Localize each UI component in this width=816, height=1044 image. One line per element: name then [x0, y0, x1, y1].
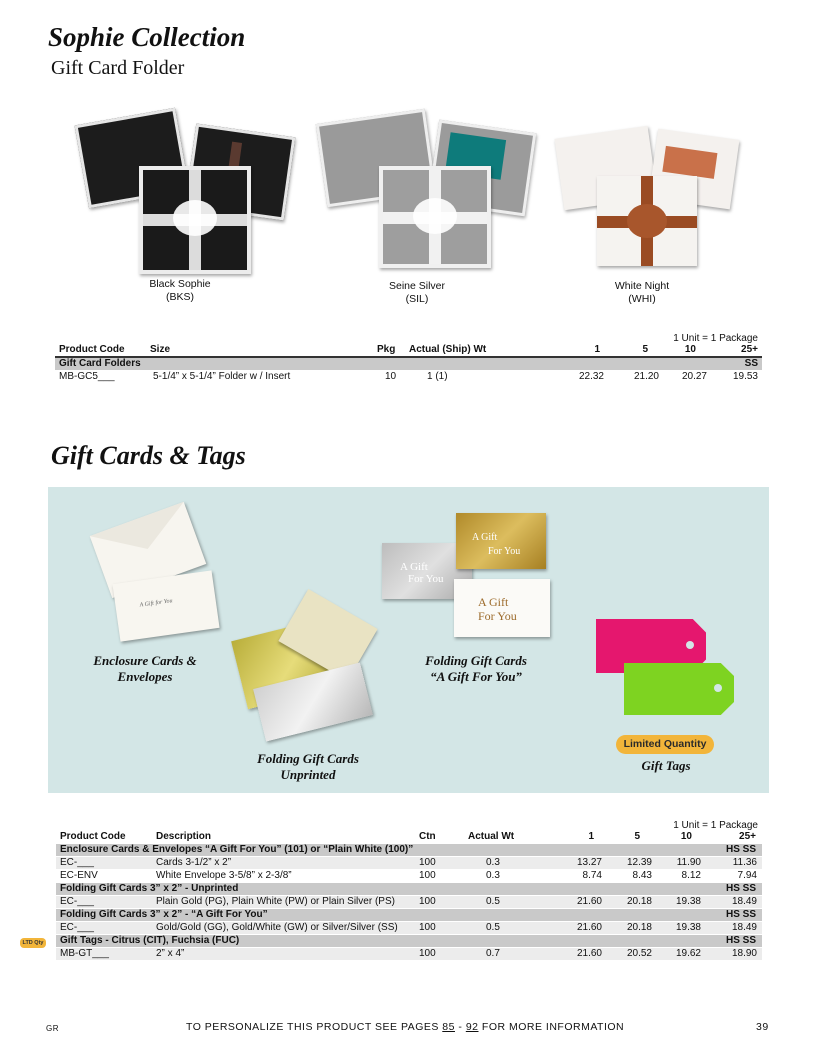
- cell-p5: 8.43: [632, 870, 652, 881]
- gift-card-silver: A Gift For You: [382, 543, 472, 599]
- cell-ctn: 100: [419, 948, 436, 959]
- ltd-qty-marker: LTD Qty: [20, 938, 46, 948]
- table-category-row: Enclosure Cards & Envelopes “A Gift For You” (101) or “Plain White (100)” HS SS: [56, 844, 762, 856]
- black-sophie-caption: Black Sophie (BKS): [149, 278, 211, 303]
- cell-p25: 18.49: [731, 896, 757, 907]
- table-row: [56, 922, 762, 934]
- cell-p10: 19.62: [675, 948, 701, 959]
- table-row: [56, 857, 762, 869]
- table-row: MB-GC5___ 5-1/4” x 5-1/4” Folder w / Insert 10 1 (1) 22.32 21.20 20.27 19.53: [59, 371, 758, 382]
- gift-cards-table: [56, 820, 762, 966]
- gift-tag-citrus: [624, 663, 734, 715]
- header-qty-10: 10: [684, 344, 696, 355]
- gift-card-white: A Gift For You: [454, 579, 550, 637]
- enclosure-card-image: A Gift for You: [112, 570, 219, 641]
- header-qty-5: 5: [634, 831, 640, 842]
- header-ctn: Ctn: [419, 831, 436, 842]
- header-qty-10: 10: [680, 831, 692, 842]
- header-qty-25: 25+: [739, 831, 756, 842]
- table-category-row: Gift Card Folders SS: [55, 358, 762, 370]
- cell-code: MB-GT___: [60, 948, 109, 959]
- header-qty-25: 25+: [741, 344, 758, 355]
- seine-silver-caption: Seine Silver (SIL): [388, 280, 446, 305]
- cell-ctn: 100: [419, 857, 436, 868]
- page-title: Sophie Collection: [48, 22, 246, 52]
- caption-folding-gift: Folding Gift Cards “A Gift For You”: [425, 653, 527, 684]
- header-qty-1: 1: [594, 344, 600, 355]
- cell-p25: 18.90: [731, 948, 757, 959]
- cell-code: EC-___: [60, 922, 94, 933]
- page-subtitle: Gift Card Folder: [51, 57, 185, 79]
- cell-p25: 11.36: [732, 857, 757, 868]
- header-qty-1: 1: [588, 831, 594, 842]
- cell-p5: 12.39: [626, 857, 652, 868]
- black-sophie-photo: [75, 108, 295, 276]
- cell-p1: 8.74: [582, 870, 602, 881]
- cell-ctn: 100: [419, 922, 436, 933]
- unit-note: 1 Unit = 1 Package: [673, 333, 758, 344]
- caption-enclosure: Enclosure Cards & Envelopes: [93, 653, 197, 684]
- cell-code: EC-___: [60, 896, 94, 907]
- footer-personalize-note: TO PERSONALIZE THIS PRODUCT SEE PAGES 85 - 92 FOR MORE INFORMATION: [186, 1021, 625, 1033]
- cell-wt: 0.5: [486, 922, 500, 933]
- cell-p1: 21.60: [576, 922, 602, 933]
- cell-ctn: 100: [419, 870, 436, 881]
- cell-p25: 18.49: [731, 922, 757, 933]
- table-header: [55, 344, 762, 358]
- table-category-row: Folding Gift Cards 3” x 2” - “A Gift For You” HS SS: [56, 909, 762, 921]
- white-night-photo: [555, 124, 745, 274]
- cell-ctn: 100: [419, 896, 436, 907]
- cell-wt: 0.7: [486, 948, 500, 959]
- cell-wt: 0.3: [486, 857, 500, 868]
- table-row: [56, 896, 762, 908]
- cell-wt: 0.3: [486, 870, 500, 881]
- header-product-code: Product Code: [59, 344, 125, 355]
- table-category-row: Gift Tags - Citrus (CIT), Fuchsia (FUC) HS SS: [56, 935, 762, 947]
- caption-gift-tags: Gift Tags: [641, 758, 691, 773]
- cell-p10: 11.90: [676, 857, 701, 868]
- cell-desc: White Envelope 3-5/8” x 2-3/8”: [156, 870, 292, 881]
- limited-quantity-badge: Limited Quantity: [616, 735, 714, 754]
- header-weight: Actual (Ship) Wt: [409, 344, 487, 355]
- cell-p10: 19.38: [675, 922, 701, 933]
- cell-code: EC-___: [60, 857, 94, 868]
- unit-note: 1 Unit = 1 Package: [673, 820, 758, 831]
- cell-desc: Gold/Gold (GG), Gold/White (GW) or Silver/Silver (SS): [156, 922, 398, 933]
- section-title: Gift Cards & Tags: [51, 441, 246, 470]
- header-weight: Actual Wt: [468, 831, 515, 842]
- table-row: [56, 870, 762, 882]
- cell-code: EC-ENV: [60, 870, 98, 881]
- header-size: Size: [150, 344, 171, 355]
- page-number: 39: [756, 1021, 769, 1033]
- table-category-row: Folding Gift Cards 3” x 2” - Unprinted HS SS: [56, 883, 762, 895]
- cell-p5: 20.18: [626, 922, 652, 933]
- cell-p25: 7.94: [737, 870, 757, 881]
- cell-wt: 0.5: [486, 896, 500, 907]
- seine-silver-photo: [315, 104, 535, 272]
- header-qty-5: 5: [642, 344, 648, 355]
- gift-card-gold: A Gift For You: [456, 513, 546, 569]
- header-product-code: Product Code: [60, 831, 126, 842]
- header-pkg: Pkg: [377, 344, 396, 355]
- cell-desc: Cards 3-1/2” x 2”: [156, 857, 232, 868]
- cell-p10: 19.38: [675, 896, 701, 907]
- cell-p5: 20.18: [626, 896, 652, 907]
- cell-p1: 21.60: [576, 948, 602, 959]
- page-link-92[interactable]: 92: [465, 1021, 479, 1033]
- table-row: [56, 948, 762, 960]
- table-header: [56, 831, 762, 843]
- page-link-85[interactable]: 85: [442, 1021, 455, 1033]
- cell-desc: Plain Gold (PG), Plain White (PW) or Plain Silver (PS): [156, 896, 395, 907]
- cell-p5: 20.52: [626, 948, 652, 959]
- caption-folding-unprinted: Folding Gift Cards Unprinted: [257, 751, 359, 782]
- white-night-caption: White Night (WHI): [614, 280, 670, 305]
- gift-card-folder-table: [55, 333, 762, 387]
- cell-p1: 21.60: [576, 896, 602, 907]
- footer-left-code: GR: [46, 1024, 59, 1033]
- cell-p10: 8.12: [681, 870, 701, 881]
- cell-p1: 13.27: [576, 857, 602, 868]
- cell-desc: 2” x 4”: [156, 948, 185, 959]
- header-description: Description: [156, 831, 212, 842]
